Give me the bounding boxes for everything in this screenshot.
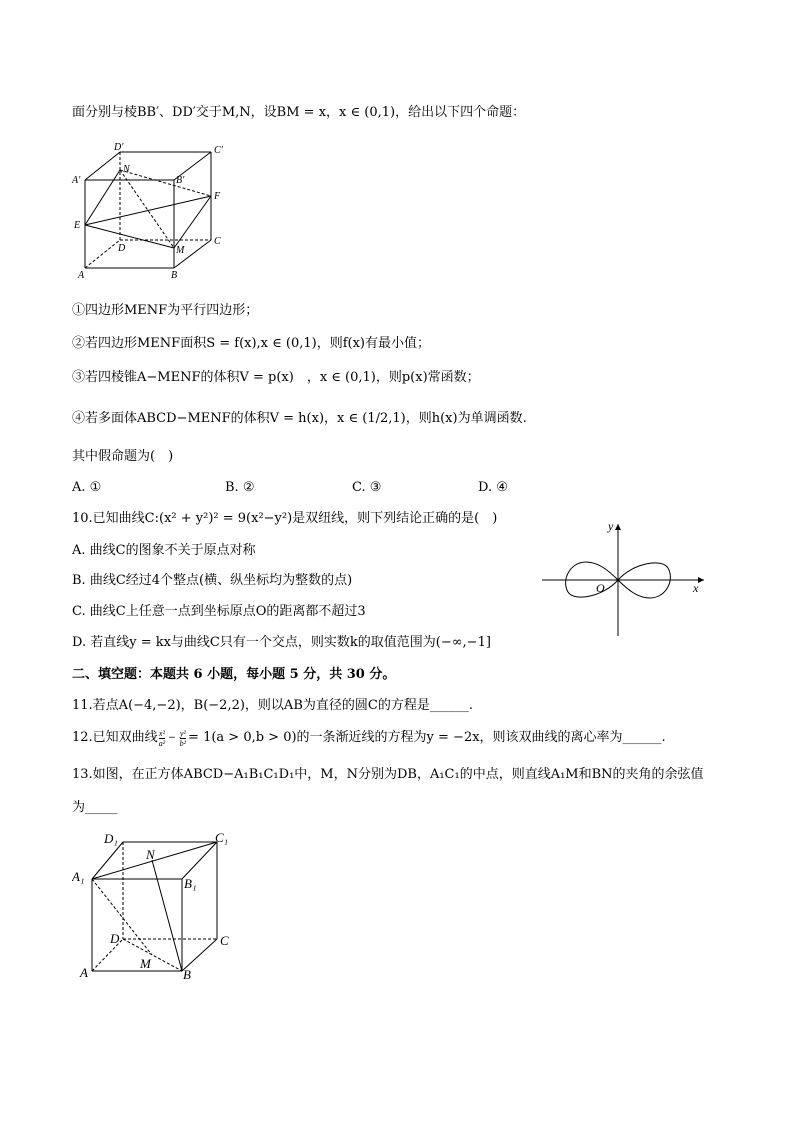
q12-fraction-x <box>159 729 165 748</box>
q12-minus: − <box>168 733 176 743</box>
q9-statement-1: ①四边形MENF为平行四边形； <box>72 303 259 318</box>
q13-label-B1: B₁ <box>184 876 197 891</box>
q13-label-A1: A₁ <box>72 869 85 884</box>
q10-option-c: C. 曲线C上任意一点到坐标原点O的距离都不超过3 <box>72 604 366 619</box>
q11: 11.若点A(−4,−2)，B(−2,2)，则以AB为直径的圆C的方程是______. <box>72 698 473 713</box>
q10-axis-y-label: y <box>608 519 614 533</box>
q9-label-C: C <box>214 236 221 247</box>
q13-label-M: M <box>140 956 151 971</box>
q13-cube-figure <box>72 828 242 983</box>
q9-label-A1: A′ <box>72 175 81 186</box>
q9-question: 其中假命题为( ) <box>72 449 174 464</box>
q13-label-B: B <box>183 967 191 982</box>
q9-label-N: N <box>123 164 130 175</box>
q9-label-M: M <box>176 245 185 256</box>
q12-frac1-num: x² <box>158 728 165 738</box>
q9-label-D: D <box>118 243 126 254</box>
q13-label-A: A <box>80 965 88 980</box>
q13-label-D: D <box>110 931 120 946</box>
q10-origin-label: O <box>596 581 605 595</box>
q9-label-A: A <box>78 270 85 281</box>
q9-intro: 面分别与棱BB′、DD′交于M,N，设BM = x，x ∈ (0,1)，给出以下四个命题： <box>72 105 526 120</box>
q12-frac2-num: y² <box>179 728 186 738</box>
q9-statement-3: ③若四棱锥A−MENF的体积V = p(x) ，x ∈ (0,1)，则p(x)常函数； <box>72 370 480 385</box>
q13-line2: 为_____ <box>72 800 118 815</box>
q12-frac2-den: b² <box>179 738 187 748</box>
q9-option-d: D. ④ <box>478 480 508 495</box>
q9-option-c: C. ③ <box>352 480 382 495</box>
q9-option-b: B. ② <box>225 480 255 495</box>
q10-option-b: B. 曲线C经过4个整点(横、纵坐标均为整数的点) <box>72 573 353 588</box>
q9-statement-2: ②若四边形MENF面积S = f(x),x ∈ (0,1)，则f(x)有最小值； <box>72 336 431 351</box>
q13-line1: 13.如图，在正方体ABCD−A₁B₁C₁D₁中，M，N分别为DB，A₁C₁的中点，则直线A₁M和BN的夹角的余弦值 <box>72 767 704 782</box>
q9-label-D1: D′ <box>114 142 124 153</box>
q9-label-E: E <box>74 220 81 231</box>
section-fill-in-heading: 二、填空题：本题共 6 小题，每小题 5 分，共 30 分。 <box>72 667 396 682</box>
q10-option-a: A. 曲线C的图象不关于原点对称 <box>72 543 256 558</box>
q10-axis-x-label: x <box>693 581 699 595</box>
q12-frac1-den: a² <box>158 738 166 748</box>
q13-label-N: N <box>146 847 155 862</box>
q12-fraction-y <box>180 729 186 748</box>
q13-label-C: C <box>220 933 229 948</box>
q9-label-F: F <box>214 191 221 202</box>
q12 <box>72 725 666 751</box>
q9-label-B: B <box>171 270 178 281</box>
q10-lemniscate-graph <box>538 518 710 640</box>
q12-pre: 12.已知双曲线 <box>72 730 158 745</box>
q9-cube-figure <box>68 140 238 285</box>
q13-label-C1: C₁ <box>215 830 229 845</box>
q12-post: = 1(a > 0,b > 0)的一条渐近线的方程为y = −2x，则该双曲线的离心率为______. <box>188 730 666 745</box>
q10-stem: 10.已知曲线C:(x² + y²)² = 9(x²−y²)是双纽线，则下列结论正确的是( ) <box>72 511 498 526</box>
q9-option-a: A. ① <box>72 480 102 495</box>
q9-statement-4: ④若多面体ABCD−MENF的体积V = h(x)，x ∈ (1/2,1)，则h(x)为单调函数. <box>72 411 527 426</box>
q10-option-d: D. 若直线y = kx与曲线C只有一个交点，则实数k的取值范围为(−∞,−1] <box>72 635 491 650</box>
q9-label-B1: B′ <box>176 175 185 186</box>
q9-label-C1: C′ <box>214 145 223 156</box>
q13-label-D1: D₁ <box>104 831 118 846</box>
